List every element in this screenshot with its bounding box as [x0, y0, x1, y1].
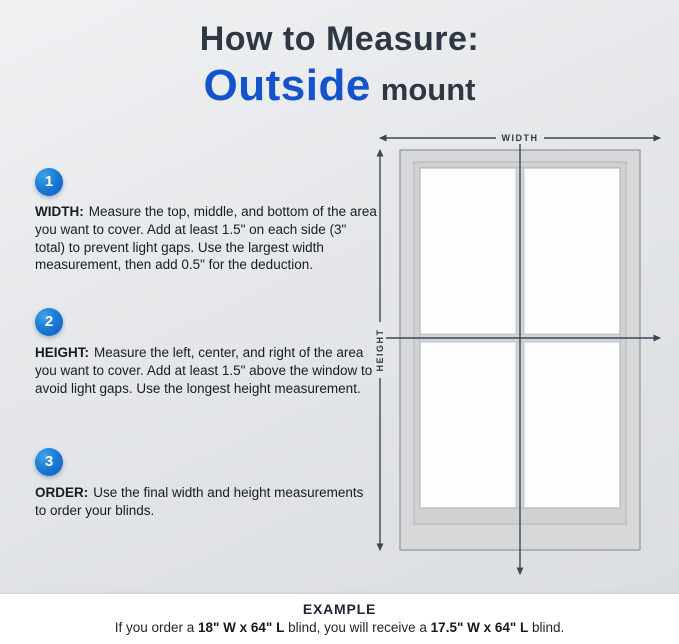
title-line2	[0, 61, 679, 111]
step-3-badge: 3	[35, 448, 63, 476]
height-label-group	[373, 322, 386, 378]
step-1-badge: 1	[35, 168, 63, 196]
window-diagram-svg	[370, 130, 670, 590]
example-line	[0, 620, 679, 635]
example-heading: EXAMPLE	[302, 601, 377, 617]
step-2-label: HEIGHT:	[35, 345, 89, 360]
step-2-badge: 2	[35, 308, 63, 336]
example-part2: blind, you will receive a	[284, 620, 431, 635]
height-label: HEIGHT	[375, 328, 385, 372]
page-title	[0, 20, 679, 111]
title-suffix: mount	[380, 72, 476, 107]
width-label-group	[496, 131, 544, 144]
step-2-body: Measure the left, center, and right of the area you want to cover. Add at least 1.5" above the window to avoid light gaps. Use the longest height measurement.	[35, 345, 373, 396]
example-bold1: 18" W x 64" L	[198, 620, 285, 635]
example-part3: blind.	[528, 620, 565, 635]
step-3-label: ORDER:	[35, 485, 89, 500]
step-3-body: Use the final width and height measurements to order your blinds.	[35, 485, 364, 518]
title-line1: How to Measure:	[199, 20, 480, 58]
step-2-text	[35, 344, 377, 397]
window-diagram	[370, 130, 670, 595]
example-bar	[0, 594, 679, 644]
step-3-text	[35, 484, 377, 520]
step-1-body: Measure the top, middle, and bottom of the area you want to cover. Add at least 1.5" on each side (3" total) to prevent light gaps. Use the largest width measurement, then add 0.5" for the deduction.	[35, 204, 377, 273]
width-label: WIDTH	[501, 133, 539, 143]
example-part1: If you order a	[114, 620, 198, 635]
step-1-text	[35, 203, 377, 274]
example-bold2: 17.5" W x 64" L	[430, 620, 529, 635]
step-1-label: WIDTH:	[35, 204, 84, 219]
title-highlight: Outside	[203, 61, 371, 110]
